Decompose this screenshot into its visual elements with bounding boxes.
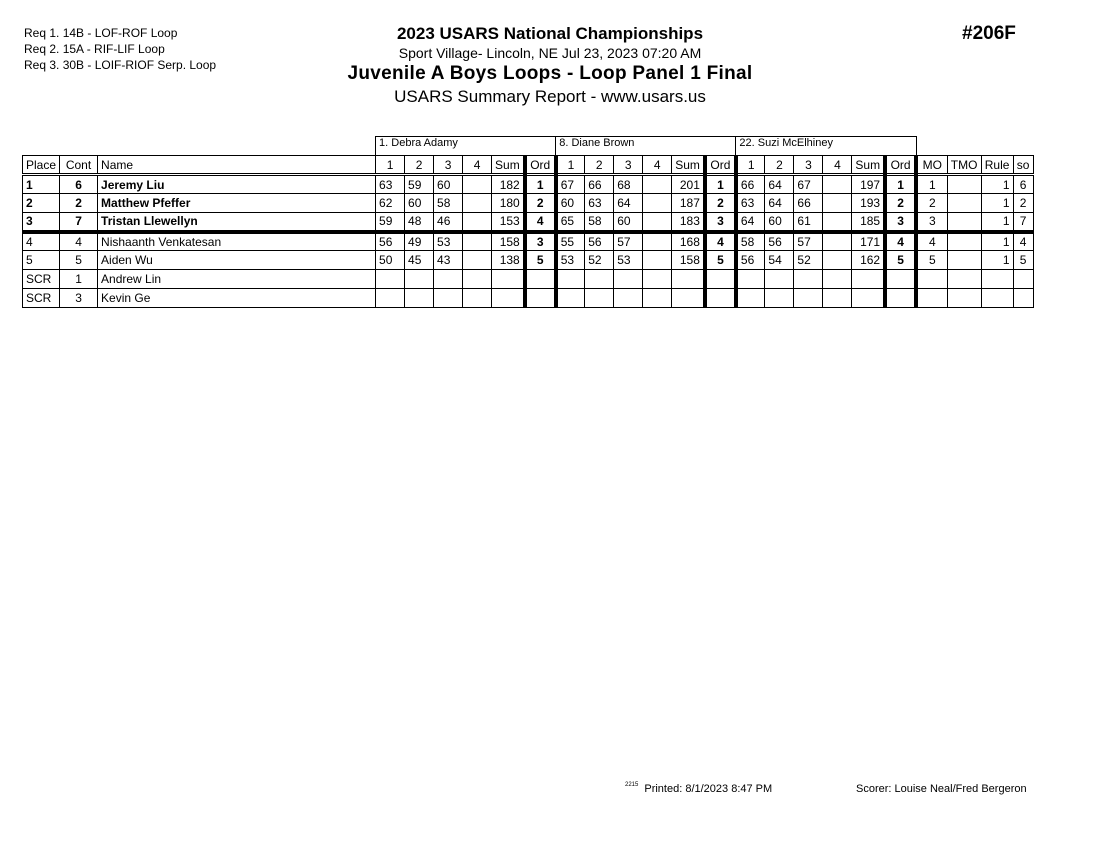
requirements-list [24, 25, 216, 73]
rule-cell: 1 [981, 232, 1013, 251]
place-cell: 1 [23, 175, 60, 194]
judge1-score-4 [463, 213, 492, 232]
spacer [916, 137, 1033, 156]
judge2-score-4 [643, 194, 672, 213]
scorer-info: Scorer: Louise Neal/Fred Bergeron [856, 783, 1027, 795]
judge1-score-3: 58 [434, 194, 463, 213]
judge3-score-3: 57 [794, 232, 823, 251]
judge2-score-4 [643, 251, 672, 270]
championship-title: 2023 USARS National Championships [396, 24, 704, 43]
mo-cell [916, 289, 947, 308]
col-judge3-sum: Sum [852, 156, 885, 175]
table-row [23, 289, 1034, 308]
judge3-score-1: 63 [736, 194, 765, 213]
judge3-score-4 [823, 270, 852, 289]
so-cell: 5 [1013, 251, 1033, 270]
judge2-score-1: 55 [556, 232, 585, 251]
judge2-score-1: 65 [556, 213, 585, 232]
judge3-score-3 [794, 289, 823, 308]
judge1-score-sum: 153 [492, 213, 525, 232]
col-judge3-3: 3 [794, 156, 823, 175]
judge2-score-3 [614, 289, 643, 308]
so-cell: 2 [1013, 194, 1033, 213]
judge-name-2: 8. Diane Brown [556, 137, 736, 156]
name-cell: Andrew Lin [98, 270, 376, 289]
requirement-2: Req 2. 15A - RIF-LIF Loop [24, 42, 165, 56]
judge3-score-3: 66 [794, 194, 823, 213]
judge2-score-2 [585, 289, 614, 308]
judge3-score-4 [823, 213, 852, 232]
judge1-score-ord: 3 [525, 232, 556, 251]
judge2-score-4 [643, 213, 672, 232]
judge2-score-1: 60 [556, 194, 585, 213]
judge2-score-1: 67 [556, 175, 585, 194]
judge3-score-ord: 5 [885, 251, 916, 270]
judge1-score-1: 56 [376, 232, 405, 251]
place-cell: SCR [23, 289, 60, 308]
judge1-score-sum [492, 289, 525, 308]
col-cont: Cont [60, 156, 98, 175]
judge3-score-2 [765, 289, 794, 308]
judge3-score-1: 56 [736, 251, 765, 270]
judge1-score-4 [463, 232, 492, 251]
judge1-score-ord: 5 [525, 251, 556, 270]
rule-cell: 1 [981, 213, 1013, 232]
mo-cell: 3 [916, 213, 947, 232]
place-cell: 5 [23, 251, 60, 270]
col-place: Place [23, 156, 60, 175]
table-row [23, 213, 1034, 232]
rule-cell [981, 289, 1013, 308]
judge3-score-1: 66 [736, 175, 765, 194]
judge1-score-2: 59 [405, 175, 434, 194]
judge2-score-1: 53 [556, 251, 585, 270]
judge2-score-sum: 201 [672, 175, 705, 194]
judge1-score-3: 53 [434, 232, 463, 251]
table-row [23, 270, 1034, 289]
so-cell [1013, 270, 1033, 289]
so-cell [1013, 289, 1033, 308]
judge3-score-1: 58 [736, 232, 765, 251]
judge3-score-ord [885, 270, 916, 289]
report-subtitle: USARS Summary Report - www.usars.us [394, 87, 706, 106]
judge3-score-4 [823, 232, 852, 251]
judge3-score-ord: 3 [885, 213, 916, 232]
col-judge2-4: 4 [643, 156, 672, 175]
judge2-score-4 [643, 270, 672, 289]
judge1-score-1 [376, 270, 405, 289]
mo-cell [916, 270, 947, 289]
name-cell: Nishaanth Venkatesan [98, 232, 376, 251]
place-cell: 3 [23, 213, 60, 232]
judge3-score-ord [885, 289, 916, 308]
col-judge3-2: 2 [765, 156, 794, 175]
spacer [23, 137, 376, 156]
judge2-score-ord: 5 [705, 251, 736, 270]
judge2-score-3: 57 [614, 232, 643, 251]
judge3-score-ord: 4 [885, 232, 916, 251]
judge3-score-2: 56 [765, 232, 794, 251]
col-judge1-3: 3 [434, 156, 463, 175]
judge1-score-3: 43 [434, 251, 463, 270]
judge2-score-2: 58 [585, 213, 614, 232]
judge2-score-sum: 187 [672, 194, 705, 213]
judge2-score-2: 52 [585, 251, 614, 270]
judge3-score-2: 64 [765, 175, 794, 194]
cont-cell: 3 [60, 289, 98, 308]
cont-cell: 5 [60, 251, 98, 270]
report-header [290, 24, 810, 108]
judge1-score-4 [463, 270, 492, 289]
judge2-score-2: 63 [585, 194, 614, 213]
judge2-score-1 [556, 270, 585, 289]
judge1-score-3: 46 [434, 213, 463, 232]
judge1-score-3 [434, 289, 463, 308]
judge1-score-2: 45 [405, 251, 434, 270]
so-cell: 7 [1013, 213, 1033, 232]
cont-cell: 2 [60, 194, 98, 213]
judge2-score-sum [672, 270, 705, 289]
version-code: 2215 [625, 782, 639, 788]
judge2-score-3: 64 [614, 194, 643, 213]
judge1-score-ord: 2 [525, 194, 556, 213]
cont-cell: 4 [60, 232, 98, 251]
judge2-score-2: 66 [585, 175, 614, 194]
judge3-score-4 [823, 251, 852, 270]
requirement-3: Req 3. 30B - LOIF-RIOF Serp. Loop [24, 58, 217, 72]
judge2-score-4 [643, 289, 672, 308]
judge2-score-sum: 158 [672, 251, 705, 270]
judge1-score-2 [405, 289, 434, 308]
col-tmo: TMO [947, 156, 981, 175]
place-cell: 4 [23, 232, 60, 251]
event-title: Juvenile A Boys Loops - Loop Panel 1 Final [347, 63, 753, 84]
tmo-cell [947, 289, 981, 308]
col-rule: Rule [981, 156, 1013, 175]
col-judge1-2: 2 [405, 156, 434, 175]
judge2-score-ord: 1 [705, 175, 736, 194]
judge3-score-sum: 185 [852, 213, 885, 232]
event-number: #206F [962, 23, 1016, 44]
judge1-score-2: 60 [405, 194, 434, 213]
judge1-score-ord [525, 289, 556, 308]
judge1-score-1: 50 [376, 251, 405, 270]
judge2-score-ord: 2 [705, 194, 736, 213]
judge1-score-4 [463, 175, 492, 194]
table-row [23, 175, 1034, 194]
judge3-score-sum [852, 289, 885, 308]
judge3-score-1 [736, 289, 765, 308]
mo-cell: 2 [916, 194, 947, 213]
judge3-score-3: 67 [794, 175, 823, 194]
judge3-score-4 [823, 175, 852, 194]
judge-name-3: 22. Suzi McElhiney [736, 137, 916, 156]
cont-cell: 7 [60, 213, 98, 232]
col-judge2-sum: Sum [672, 156, 705, 175]
requirement-1: Req 1. 14B - LOF-ROF Loop [24, 26, 178, 40]
col-mo: MO [916, 156, 947, 175]
cont-cell: 1 [60, 270, 98, 289]
judge3-score-sum: 193 [852, 194, 885, 213]
column-header-row [23, 156, 1034, 175]
printed-info [625, 783, 772, 795]
judge1-score-ord [525, 270, 556, 289]
judge3-score-ord: 1 [885, 175, 916, 194]
printed-timestamp: Printed: 8/1/2023 8:47 PM [644, 783, 773, 795]
judge3-score-4 [823, 194, 852, 213]
judge1-score-3 [434, 270, 463, 289]
tmo-cell [947, 175, 981, 194]
judge1-score-sum: 158 [492, 232, 525, 251]
judge3-score-1 [736, 270, 765, 289]
judge2-score-3: 53 [614, 251, 643, 270]
col-judge1-ord: Ord [525, 156, 556, 175]
judge2-score-sum: 168 [672, 232, 705, 251]
rule-cell: 1 [981, 175, 1013, 194]
judge1-score-ord: 4 [525, 213, 556, 232]
place-cell: SCR [23, 270, 60, 289]
col-judge1-1: 1 [376, 156, 405, 175]
col-judge2-1: 1 [556, 156, 585, 175]
judge1-score-ord: 1 [525, 175, 556, 194]
judge1-score-4 [463, 289, 492, 308]
judge1-score-sum [492, 270, 525, 289]
judge1-score-sum: 138 [492, 251, 525, 270]
judge2-score-4 [643, 175, 672, 194]
table-row [23, 232, 1034, 251]
judge1-score-sum: 182 [492, 175, 525, 194]
mo-cell: 1 [916, 175, 947, 194]
judge1-score-1: 62 [376, 194, 405, 213]
judge3-score-1: 64 [736, 213, 765, 232]
judge1-score-2: 48 [405, 213, 434, 232]
col-judge2-3: 3 [614, 156, 643, 175]
judge1-score-3: 60 [434, 175, 463, 194]
name-cell: Matthew Pfeffer [98, 194, 376, 213]
col-name: Name [98, 156, 376, 175]
col-judge2-ord: Ord [705, 156, 736, 175]
judge1-score-sum: 180 [492, 194, 525, 213]
place-cell: 2 [23, 194, 60, 213]
judge2-score-ord: 3 [705, 213, 736, 232]
cont-cell: 6 [60, 175, 98, 194]
judge-name-1: 1. Debra Adamy [376, 137, 556, 156]
judge1-score-4 [463, 251, 492, 270]
table-row [23, 194, 1034, 213]
judge3-score-sum: 171 [852, 232, 885, 251]
judge1-score-2: 49 [405, 232, 434, 251]
judge2-score-sum: 183 [672, 213, 705, 232]
results-table [22, 136, 1034, 308]
judge3-score-ord: 2 [885, 194, 916, 213]
judge2-score-1 [556, 289, 585, 308]
col-judge3-ord: Ord [885, 156, 916, 175]
tmo-cell [947, 251, 981, 270]
col-so: so [1013, 156, 1033, 175]
judge2-score-sum [672, 289, 705, 308]
judge2-score-ord [705, 270, 736, 289]
col-judge1-sum: Sum [492, 156, 525, 175]
judge1-score-1: 63 [376, 175, 405, 194]
judge-header-row [23, 137, 1034, 156]
judge1-score-4 [463, 194, 492, 213]
venue-datetime: Sport Village- Lincoln, NE Jul 23, 2023 07:20 AM [398, 45, 702, 61]
rule-cell: 1 [981, 251, 1013, 270]
name-cell: Aiden Wu [98, 251, 376, 270]
tmo-cell [947, 232, 981, 251]
judge2-score-2: 56 [585, 232, 614, 251]
judge3-score-2: 64 [765, 194, 794, 213]
judge3-score-3: 52 [794, 251, 823, 270]
judge2-score-3: 60 [614, 213, 643, 232]
tmo-cell [947, 213, 981, 232]
judge2-score-ord [705, 289, 736, 308]
judge1-score-2 [405, 270, 434, 289]
so-cell: 6 [1013, 175, 1033, 194]
judge2-score-3: 68 [614, 175, 643, 194]
rule-cell: 1 [981, 194, 1013, 213]
col-judge3-4: 4 [823, 156, 852, 175]
judge3-score-3: 61 [794, 213, 823, 232]
so-cell: 4 [1013, 232, 1033, 251]
judge3-score-4 [823, 289, 852, 308]
judge3-score-sum [852, 270, 885, 289]
judge2-score-4 [643, 232, 672, 251]
judge3-score-3 [794, 270, 823, 289]
tmo-cell [947, 194, 981, 213]
judge2-score-2 [585, 270, 614, 289]
name-cell: Jeremy Liu [98, 175, 376, 194]
judge3-score-2: 54 [765, 251, 794, 270]
judge3-score-sum: 197 [852, 175, 885, 194]
name-cell: Tristan Llewellyn [98, 213, 376, 232]
judge3-score-2 [765, 270, 794, 289]
tmo-cell [947, 270, 981, 289]
judge1-score-1 [376, 289, 405, 308]
col-judge1-4: 4 [463, 156, 492, 175]
col-judge2-2: 2 [585, 156, 614, 175]
judge3-score-2: 60 [765, 213, 794, 232]
judge3-score-sum: 162 [852, 251, 885, 270]
judge2-score-ord: 4 [705, 232, 736, 251]
rule-cell [981, 270, 1013, 289]
judge1-score-1: 59 [376, 213, 405, 232]
col-judge3-1: 1 [736, 156, 765, 175]
table-row [23, 251, 1034, 270]
mo-cell: 5 [916, 251, 947, 270]
mo-cell: 4 [916, 232, 947, 251]
name-cell: Kevin Ge [98, 289, 376, 308]
judge2-score-3 [614, 270, 643, 289]
